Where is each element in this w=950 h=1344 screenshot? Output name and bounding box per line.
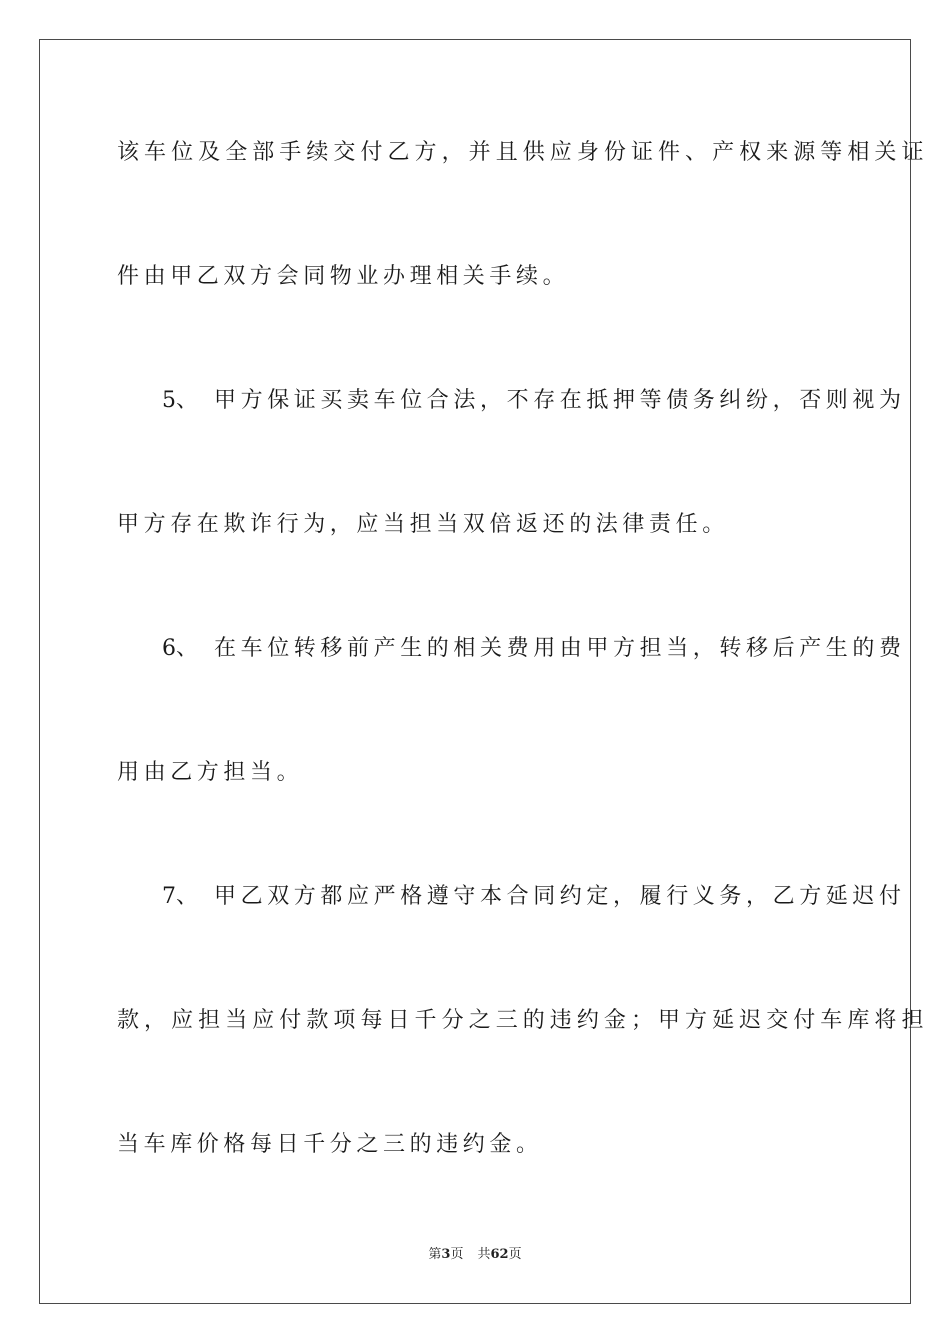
page-prefix: 第 [428,1247,442,1262]
total-suffix: 页 [508,1247,522,1262]
page-border [39,39,929,1304]
paragraph-6-text: 在车位转移前产生的相关费用由甲方担当，转移后产生的费 [214,636,906,661]
page-suffix: 页 [450,1247,464,1262]
paragraph-6-line-1 [162,634,906,664]
paragraph-6-line-2: 用由乙方担当。 [117,760,304,785]
total-pages-number: 62 [490,1247,509,1262]
paragraph-5-line-1 [162,386,906,416]
paragraph-7-line-3: 当车库价格每日千分之三的违约金。 [117,1132,543,1157]
current-page-number: 3 [441,1247,451,1262]
paragraph-5-line-2: 甲方存在欺诈行为，应当担当双倍返还的法律责任。 [117,512,729,537]
paragraph-7-line-1 [162,882,906,912]
page-footer [0,1246,950,1264]
total-prefix: 共 [477,1247,491,1262]
item-number-6: 6、 [162,636,198,661]
paragraph-1-line-2: 件由甲乙双方会同物业办理相关手续。 [117,264,570,289]
item-number-5: 5、 [162,388,198,413]
paragraph-7-text: 甲乙双方都应严格遵守本合同约定，履行义务，乙方延迟付 [214,884,906,909]
item-number-7: 7、 [162,884,198,909]
paragraph-7-line-2: 款，应担当应付款项每日千分之三的违约金；甲方延迟交付车库将担 [117,1008,929,1033]
paragraph-1-line-1: 该车位及全部手续交付乙方，并且供应身份证件、产权来源等相关证 [117,140,929,165]
paragraph-5-text: 甲方保证买卖车位合法，不存在抵押等债务纠纷，否则视为 [214,388,906,413]
